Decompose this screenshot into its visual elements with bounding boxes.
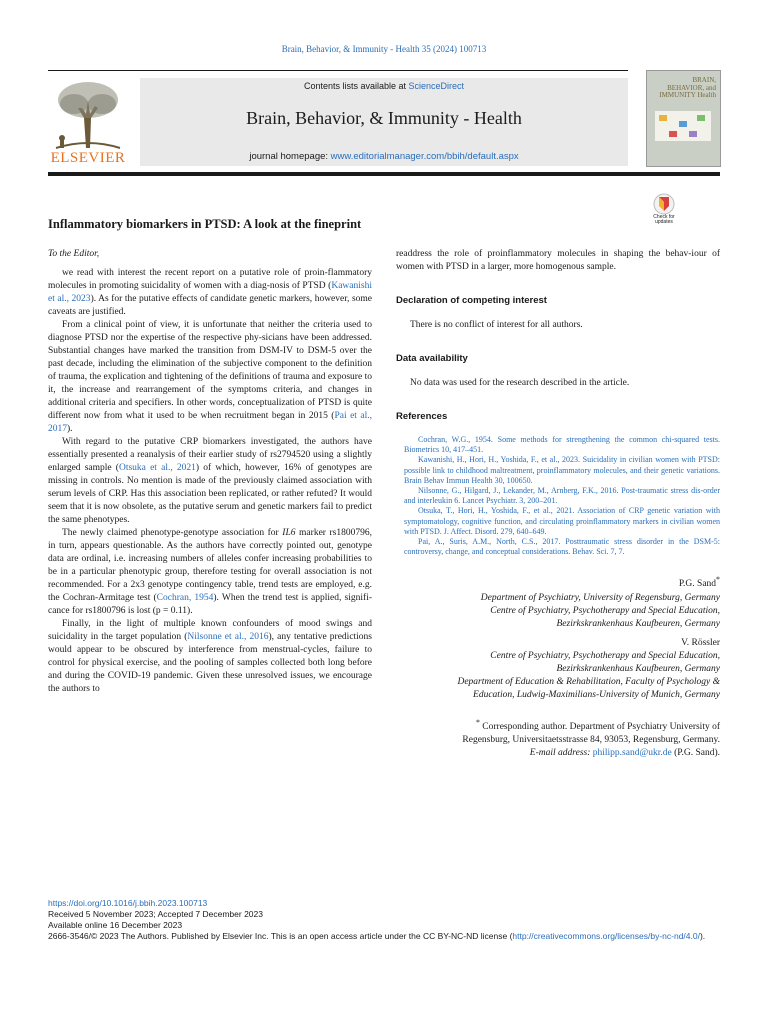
paragraph-3: With regard to the putative CRP biomarkers investigated, the authors have essentially presented a reanalysis of their earlier study of rs2794520 using a slightly enlarged sample (Otsuka et al., 2021) of which, however, 16% of genotypes are missing in controls. No mention is made of the previously claimed association with serum levels of CRP. Has this association been replicated, or rather refuted? It would seem that it is now obsolete, as the putative serum and genetic markers fail to predict the same phenotypes.: [48, 437, 372, 525]
references-heading: References: [396, 411, 448, 422]
author-affiliation: Department of Education & Rehabilitation, Faculty of Psychology &: [457, 676, 720, 687]
reference-item[interactable]: Nilsonne, G., Hilgard, J., Lekander, M., Arnberg, F.K., 2016. Post-traumatic stress dis-order and interleukin 6. Lancet Psychiatr. 3, 200–201.: [404, 486, 720, 506]
citation-link[interactable]: Pai et al., 2017: [48, 411, 372, 434]
competing-interest-heading: Declaration of competing interest: [396, 295, 547, 306]
author-block: [396, 573, 720, 630]
citation-link[interactable]: Otsuka et al., 2021: [118, 463, 196, 473]
cover-figure: [655, 111, 711, 141]
cover-title: BRAIN, BEHAVIOR, and IMMUNITY Health: [659, 76, 716, 99]
journal-cover[interactable]: [646, 70, 721, 167]
corresponding-author-note: * Corresponding author. Department of Psychiatry University of Regensburg, Universitaetsstrasse 84, 93053, Regensburg, Germany. E-mail address: philipp.sand@ukr.de (P.G. Sand).: [462, 717, 720, 758]
data-availability-text: No data was used for the research described in the article.: [410, 378, 630, 388]
citation-link[interactable]: Nilsonne et al., 2016: [187, 632, 269, 642]
author-affiliation: Department of Psychiatry, University of Regensburg, Germany: [480, 592, 720, 603]
citation-link[interactable]: Cochran, 1954: [156, 593, 214, 603]
sciencedirect-link[interactable]: ScienceDirect: [408, 81, 465, 91]
contents-line: [140, 81, 628, 91]
footer: [48, 898, 720, 942]
top-rule: [48, 70, 628, 71]
check-for-updates-badge[interactable]: [649, 193, 679, 227]
homepage-line: [140, 151, 628, 162]
author-name: V. Rössler: [681, 637, 720, 648]
left-column: [48, 248, 372, 696]
reference-item[interactable]: Otsuka, T., Hori, H., Yoshida, F., et al., 2021. Association of CRP genetic variation with symptomatology, cognitive function, and circulating proinflammatory markers in civilian women with PTSD. J. Affect. Disord. 279, 640–649.: [404, 506, 720, 536]
citation-link[interactable]: Kawanishi et al., 2023: [48, 281, 372, 304]
author-affiliation: Bezirkskrankenhaus Kaufbeuren, Germany: [556, 663, 720, 674]
available-online: Available online 16 December 2023: [48, 920, 183, 930]
homepage-prefix: journal homepage:: [249, 151, 331, 162]
paragraph-4: The newly claimed phenotype-genotype association for IL6 marker rs1800796, in turn, appears questionable. As the authors have correctly pointed out, genotype data are ordinal, i.e. increasing numbers of alleles confer increasing probabilities to be in a particular phenotypic group, therefore testing for overall association is not recommended. For a 2x3 genotype contingency table, trend tests are employed, e.g. the Cochran-Armitage test (Cochran, 1954). When the trend test is applied, signifi-cance for rs1800796 is lost (p = 0.11).: [48, 528, 372, 616]
running-head[interactable]: Brain, Behavior, & Immunity - Health 35 (2024) 100713: [281, 44, 487, 54]
reference-item[interactable]: Cochran, W.G., 1954. Some methods for strengthening the common chi-squared tests. Biometrics 10, 417–451.: [404, 435, 720, 455]
license-link[interactable]: http://creativecommons.org/licenses/by-nc-nd/4.0/: [512, 931, 700, 941]
elsevier-tree-icon: [48, 78, 128, 150]
author-affiliation: Education, Ludwig-Maximilians-University of Munich, Germany: [473, 689, 720, 700]
author-affiliation: Bezirkskrankenhaus Kaufbeuren, Germany: [556, 618, 720, 629]
journal-title: Brain, Behavior, & Immunity - Health: [246, 108, 522, 128]
author-block: [396, 637, 720, 702]
paragraph-5-tail: ), any tentative predictions would appear to be obscured by interference from menstrual-cycles, failure to control for physical exercise, and the pooling of samples collected both long before and during the COVID-19 pandemic. Given these unresolved issues, we encourage the authors to: [48, 632, 373, 694]
author-name: P.G. Sand*: [678, 575, 720, 590]
paragraph-2: From a clinical point of view, it is unfortunate that neither the criteria used to diagnose PTSD nor the expertise of the respective phy-sicians have been addressed. Substantial changes have marked the transition from DSM-IV to DSM-5 over the past decade, including the elimination of the subjective component to the definition of trauma, the explication and tightening of the definitions of trauma and exposure to it, the increase and rearrangement of the symptoms criteria, and changes in additional criteria and specifiers. In other words, conceptualization of PTSD is quite different now from what it used to be when recruitment began in 2015 (Pai et al., 2017).: [48, 320, 372, 434]
reference-list: [396, 435, 720, 557]
header-rule: [48, 172, 720, 176]
paragraph-5: Finally, in the light of multiple known confounders of mood swings and suicidality in the target population (Nilsonne et al., 2016), any tentative predictions would appear to be obscured by interference from menstrual-cycles, failure to control for physical exercise, and the pooling of samples collected both long before and during the COVID-19 pandemic. Given these unresolved issues, we encourage the authors to: [48, 619, 373, 694]
paragraph-5-continued: readdress the role of proinflammatory molecules in shaping the behav-iour of women with PTSD in a larger, more homogenous sample.: [396, 249, 720, 272]
license-line: 2666-3546/© 2023 The Authors. Published by Elsevier Inc. This is an open access article under the CC BY-NC-ND license (http://creativecommons.org/licenses/by-nc-nd/4.0/).: [48, 931, 706, 941]
check-updates-icon: [653, 193, 675, 215]
doi-link[interactable]: https://doi.org/10.1016/j.bbih.2023.100713: [48, 898, 208, 908]
homepage-link[interactable]: www.editorialmanager.com/bbih/default.aspx: [330, 151, 519, 162]
data-availability-heading: Data availability: [396, 353, 468, 364]
right-column: [396, 248, 720, 760]
received-dates: Received 5 November 2023; Accepted 7 December 2023: [48, 909, 263, 919]
competing-interest-text: There is no conflict of interest for all authors.: [410, 320, 583, 330]
reference-item[interactable]: Kawanishi, H., Hori, H., Yoshida, F., et al., 2023. Suicidality in civilian women with PTSD: possible link to childhood maltreatment, proinflammatory molecules, and their genetic variations. Brain Behav Immun Health 30, 100650.: [404, 455, 720, 485]
elsevier-wordmark: ELSEVIER: [50, 150, 126, 166]
author-mark: *: [716, 575, 720, 585]
reference-item[interactable]: Pai, A., Suris, A.M., North, C.S., 2017. Posttraumatic stress disorder in the DSM-5: controversy, change, and conceptual considerations. Behav. Sci. 7, 7.: [404, 537, 720, 557]
salutation: To the Editor,: [48, 249, 100, 259]
contents-prefix: Contents lists available at: [303, 81, 409, 91]
elsevier-logo[interactable]: [48, 78, 128, 166]
author-affiliation: Centre of Psychiatry, Psychotherapy and Special Education,: [490, 650, 720, 661]
email-link[interactable]: philipp.sand@ukr.de: [592, 747, 672, 758]
article-title: Inflammatory biomarkers in PTSD: A look at the fineprint: [48, 217, 362, 231]
check-updates-label: Check for updates: [653, 214, 675, 225]
paragraph-1: we read with interest the recent report on a putative role of proin-flammatory molecules in promoting suicidality of women with a diag-nosis of PTSD (Kawanishi et al., 2023). As for the putative effects of candidate genetic markers, however, some caveats are justified.: [48, 268, 373, 317]
author-affiliation: Centre of Psychiatry, Psychotherapy and Special Education,: [490, 605, 720, 616]
masthead: [140, 78, 628, 166]
